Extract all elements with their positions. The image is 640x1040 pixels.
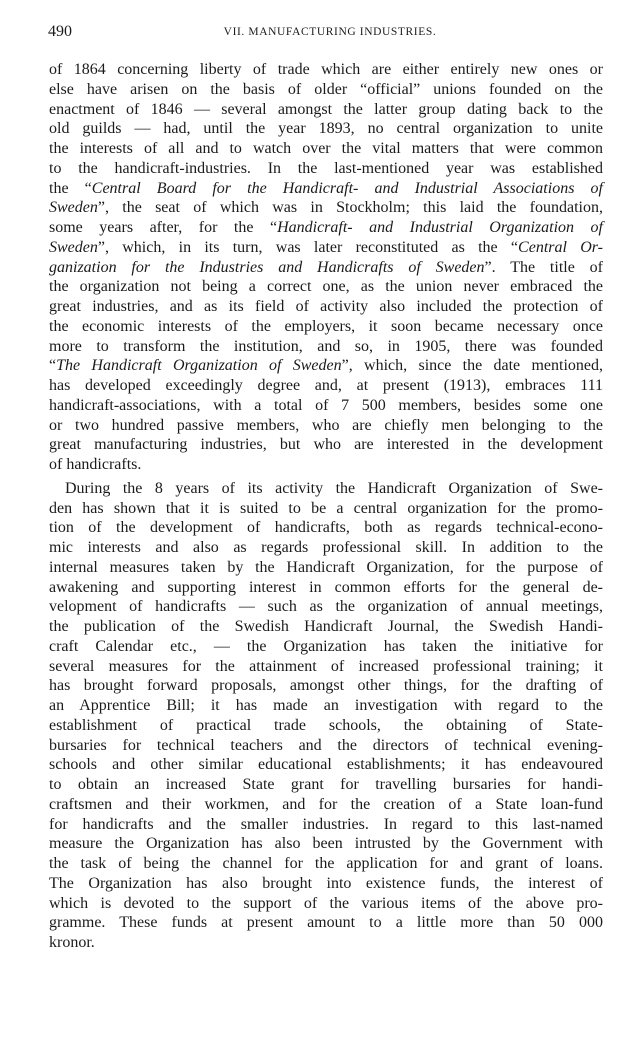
text-line (49, 376, 603, 396)
text-segment: several measures for the attainment of increased professional training; it (49, 657, 603, 675)
text-line (49, 159, 603, 179)
text-segment: an Apprentice Bill; it has made an investigation with regard to the (49, 697, 603, 714)
text-segment: the interests of all and to watch over the vital matters that were common (49, 140, 603, 157)
text-segment: old guilds — had, until the year 1893, no central organization to unite (49, 120, 603, 138)
text-line (49, 874, 603, 894)
text-segment: else have arisen on the basis of older “official” unions founded on the (49, 80, 603, 98)
text-segment: ”, which, in its turn, was later reconstituted as the “ (97, 238, 519, 256)
text-line (49, 499, 603, 519)
text-segment: great manufacturing industries, but who are interested in the development (49, 436, 603, 454)
text-segment: the economic interests of the employers, it soon became necessary once (49, 317, 603, 335)
text-segment: the publication of the Swedish Handicraft Journal, the Swedish Handi- (49, 618, 603, 635)
text-segment: ”, which, since the date mentioned, (341, 357, 603, 375)
text-segment: enactment of 1846 — several amongst the latter group dating back to the (49, 100, 603, 118)
text-line (49, 100, 603, 120)
text-segment: or two hundred passive members, who are chiefly men belonging to the (49, 416, 603, 434)
text-segment: to the handicraft-industries. In the last-mentioned year was established (49, 159, 603, 177)
text-segment: kronor. (49, 934, 95, 951)
italic-text: Central Board for the Handicraft- and Industrial Associations of (91, 179, 603, 197)
paragraph (49, 479, 603, 953)
text-line (49, 913, 603, 933)
text-segment: the organization not being a correct one, as the union never embraced the (49, 278, 603, 296)
text-line (49, 657, 603, 677)
text-segment: more to transform the institution, and so, in 1905, there was founded (49, 337, 603, 355)
text-segment: the “ (49, 179, 92, 197)
text-segment: has developed exceedingly degree and, at present (1913), embraces 111 (49, 377, 603, 394)
text-line (49, 854, 603, 874)
text-line (49, 218, 603, 238)
italic-text: Central Or- (518, 238, 603, 256)
text-line (49, 139, 603, 159)
text-line (49, 795, 603, 815)
text-line (49, 396, 603, 416)
text-segment: some years after, for the “ (49, 219, 278, 236)
text-line (49, 80, 603, 100)
text-segment: internal measures taken by the Handicraft Organization, for the purpose of (49, 558, 603, 576)
text-segment: den has shown that it is suited to be a central organization for the promo- (49, 499, 603, 517)
text-line (49, 337, 603, 357)
text-line (49, 834, 603, 854)
text-segment: ”. The title of (484, 258, 603, 276)
text-line (49, 597, 603, 617)
text-line (49, 416, 603, 436)
running-title: VII. MANUFACTURING INDUSTRIES. (223, 26, 437, 38)
text-segment: measure the Organization has also been intrusted by the Government with (49, 835, 603, 853)
text-line (49, 60, 603, 80)
text-line (49, 518, 603, 538)
page-number: 490 (48, 23, 72, 40)
text-line (49, 696, 603, 716)
text-segment: The Organization has also brought into existence funds, the interest of (49, 874, 603, 892)
text-line (49, 558, 603, 578)
text-segment: which is devoted to the support of the various items of the above pro- (49, 894, 603, 912)
text-line (49, 238, 603, 258)
text-line (49, 317, 603, 337)
text-segment: to obtain an increased State grant for travelling bursaries for handi- (49, 776, 603, 793)
text-line (49, 297, 603, 317)
text-line (49, 356, 603, 376)
text-line (49, 933, 603, 953)
text-line (49, 815, 603, 835)
text-line (49, 179, 603, 199)
text-segment: has brought forward proposals, amongst other things, for the drafting of (49, 677, 603, 695)
text-segment: craftsmen and their workmen, and for the creation of a State loan-fund (49, 795, 603, 813)
text-segment: mic interests and also as regards professional skill. In addition to the (49, 539, 603, 556)
text-line (49, 894, 603, 914)
text-segment: During the 8 years of its activity the Handicraft Organization of Swe- (65, 479, 603, 497)
text-segment: bursaries for technical teachers and the directors of technical evening- (49, 736, 603, 754)
text-line (49, 198, 603, 218)
text-segment: the task of being the channel for the application for and grant of loans. (49, 855, 603, 872)
italic-text: Handicraft- and Industrial Organization of (277, 219, 603, 236)
text-segment: gramme. These funds at present amount to a little more than 50 000 (49, 914, 603, 932)
text-line (49, 736, 603, 756)
text-line (49, 676, 603, 696)
text-segment: schools and other similar educational establishments; it has endeavoured (49, 756, 603, 774)
text-line (49, 258, 603, 278)
text-segment: velopment of handicrafts — such as the organization of annual meetings, (49, 598, 603, 616)
text-line (49, 617, 603, 637)
text-segment: establishment of practical trade schools, the obtaining of State- (49, 716, 603, 734)
text-segment: awakening and supporting interest in common efforts for the general de- (49, 578, 603, 596)
text-segment: of 1864 concerning liberty of trade which are either entirely new ones or (49, 61, 603, 78)
body-text (49, 60, 603, 953)
text-segment: handicraft-associations, with a total of 7 500 members, besides some one (49, 396, 603, 414)
text-segment: great industries, and as its field of activity also included the protection of (49, 298, 603, 315)
italic-text: Sweden (49, 199, 98, 217)
text-line (49, 119, 603, 139)
paragraph (49, 60, 603, 475)
text-line (49, 755, 603, 775)
italic-text: The Handicraft Organization of Sweden (56, 357, 342, 375)
text-segment: “ (49, 357, 57, 375)
italic-text: ganization for the Industries and Handicrafts of Sweden (49, 258, 485, 276)
text-segment: for handicrafts and the smaller industries. In regard to this last-named (49, 815, 603, 833)
text-segment: tion of the development of handicrafts, both as regards technical-econo- (49, 519, 603, 537)
text-segment: of handicrafts. (49, 456, 142, 473)
italic-text: Sweden (49, 238, 98, 256)
text-line (49, 277, 603, 297)
text-segment: ”, the seat of which was in Stockholm; this laid the foundation, (97, 199, 603, 217)
text-line (49, 775, 603, 795)
text-line (49, 716, 603, 736)
text-line (49, 637, 603, 657)
text-line (49, 435, 603, 455)
text-line (49, 538, 603, 558)
text-line (49, 455, 603, 475)
text-line (49, 479, 603, 499)
text-line (49, 578, 603, 598)
text-segment: craft Calendar etc., — the Organization has taken the initiative for (49, 637, 603, 655)
